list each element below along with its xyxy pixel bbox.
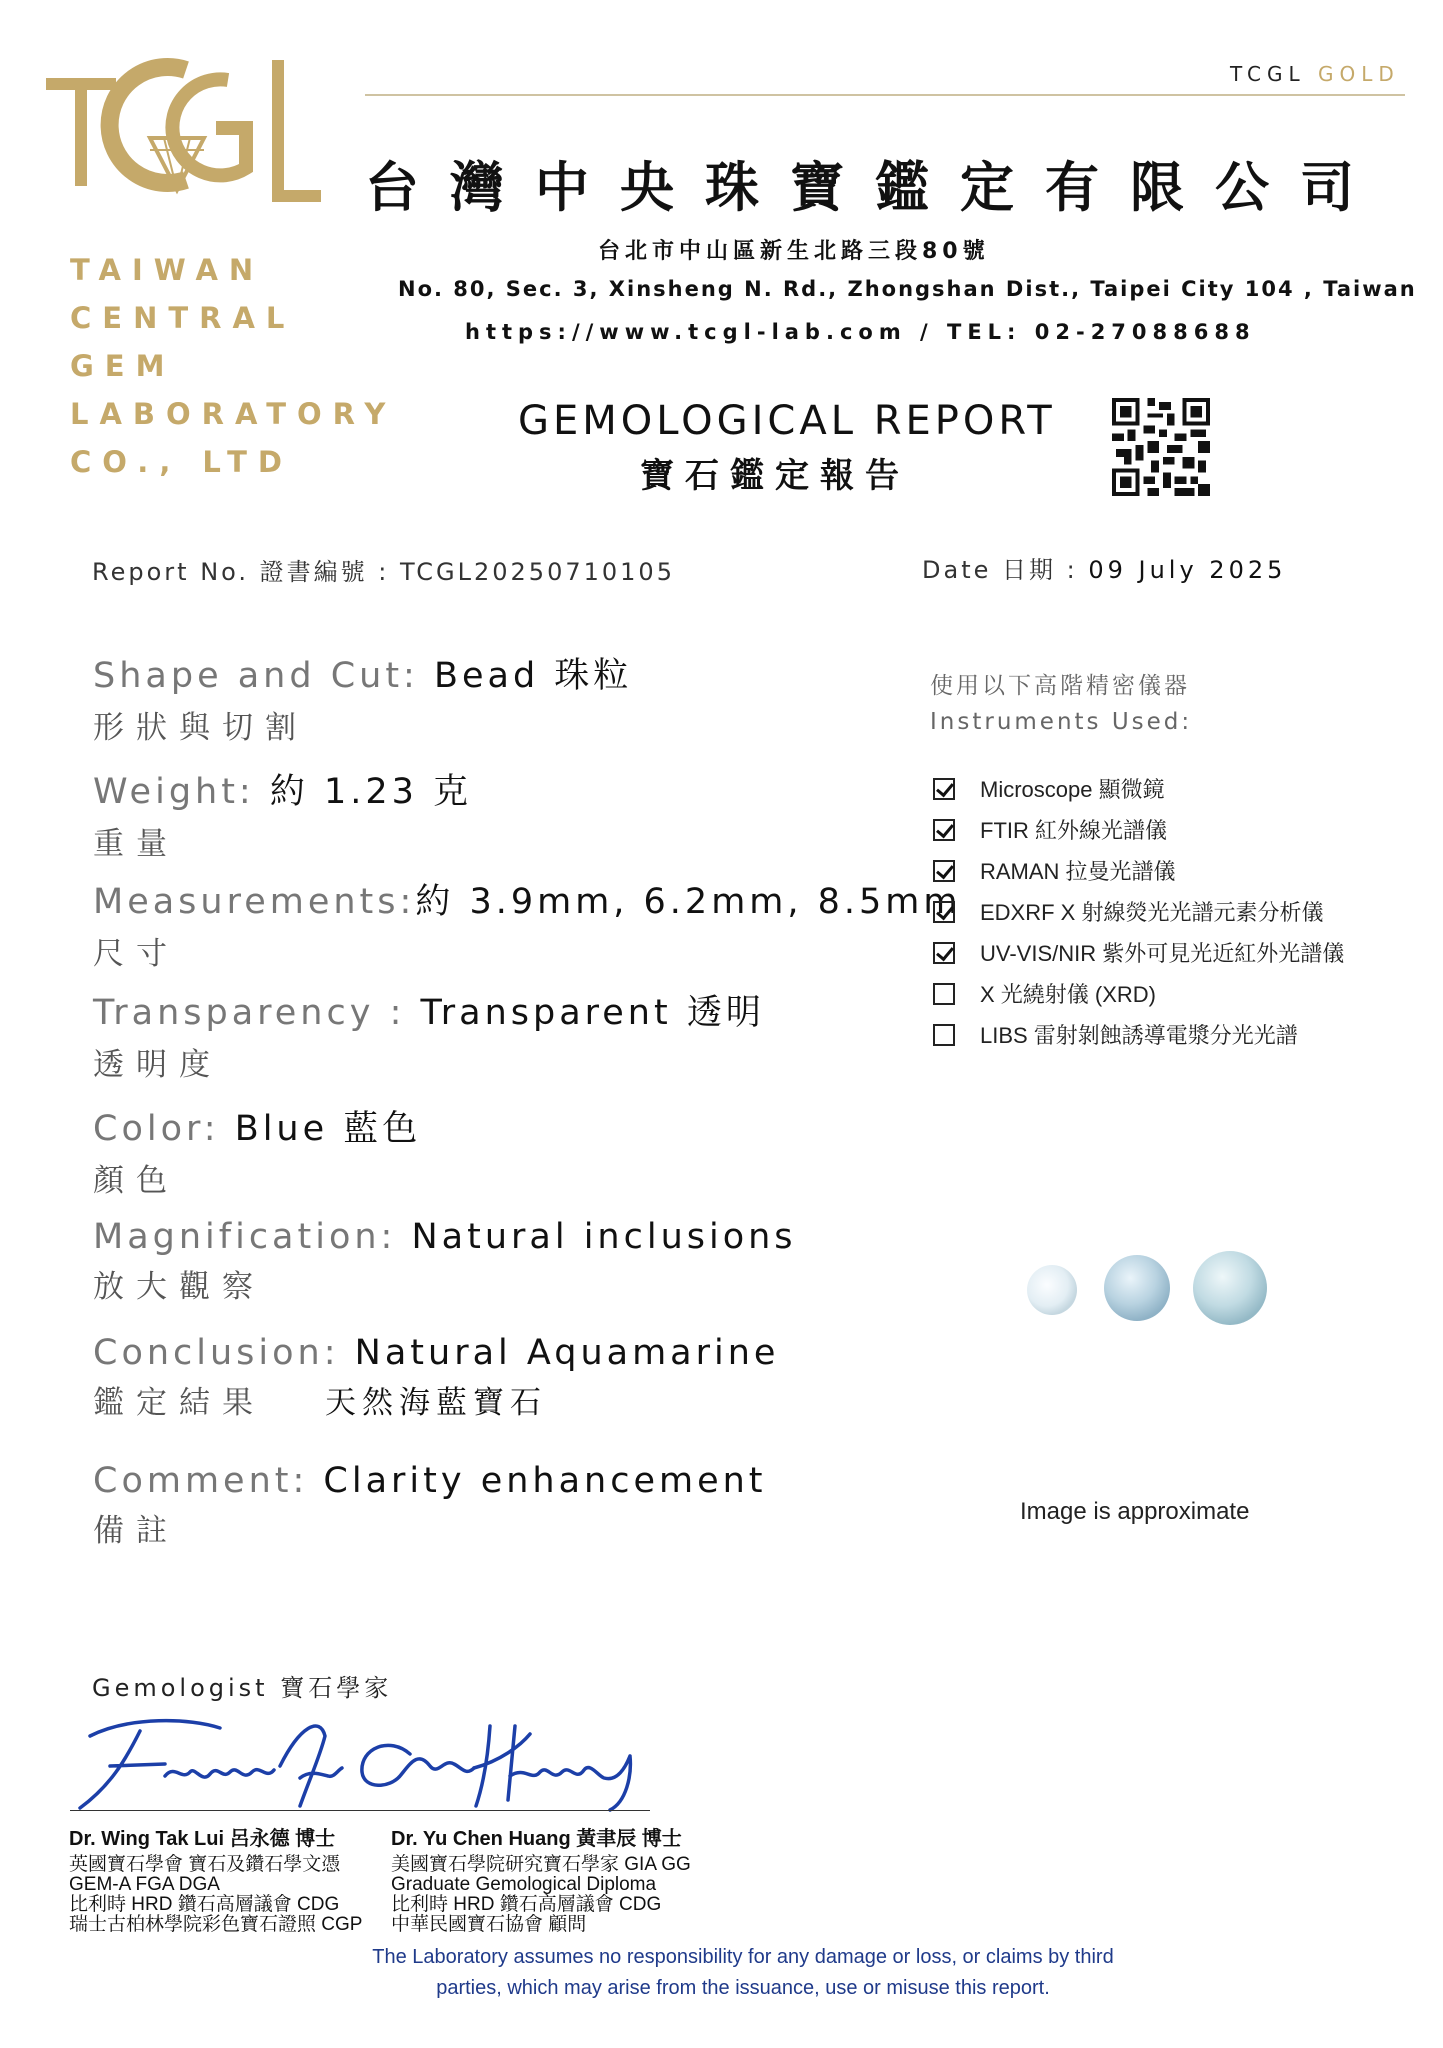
- report-title: GEMOLOGICAL REPORT: [518, 398, 1056, 444]
- checkbox-unchecked[interactable]: [933, 1024, 955, 1046]
- checkbox-checked[interactable]: [933, 819, 955, 841]
- logo-company-name: TAIWAN CENTRAL GEM LABORATORY CO., LTD: [70, 253, 397, 479]
- gemologist-2: Dr. Yu Chen Huang 黃聿辰 博士 美國寶石學院研究寶石學家 GIA GG Graduate Gemological Diploma 比利時 HRD 鑽石高層議會 CDG 中華民國寶石協會 顧問: [391, 1828, 691, 1935]
- website-phone: https://www.tcgl-lab.com / TEL: 02-27088688: [465, 320, 1256, 344]
- bead-small: [1027, 1265, 1077, 1315]
- instruments-list: [933, 768, 1344, 1055]
- address-zh: 台北市中山區新生北路三段80號: [598, 239, 990, 264]
- instrument-item: X 光繞射儀 (XRD): [933, 973, 1344, 1014]
- checkbox-checked[interactable]: [933, 778, 955, 800]
- field-conclusion: Conclusion: Natural Aquamarine 鑑定結果 天然海藍寶石: [93, 1333, 780, 1421]
- header-rule: [365, 94, 1405, 96]
- address-en: No. 80, Sec. 3, Xinsheng N. Rd., Zhongshan Dist., Taipei City 104 , Taiwan: [398, 277, 1417, 301]
- company-name: 台灣中央珠寶鑑定有限公司: [365, 156, 1385, 219]
- instrument-item: LIBS 雷射剝蝕誘導電漿分光光譜: [933, 1014, 1344, 1055]
- bead-medium: [1104, 1255, 1170, 1321]
- tcgl-logo-icon: [46, 50, 321, 220]
- image-note: Image is approximate: [1020, 1498, 1250, 1525]
- instrument-item: RAMAN 拉曼光譜儀: [933, 850, 1344, 891]
- signatures: [70, 1706, 670, 1816]
- field-measurements: Measurements:約 3.9mm, 6.2mm, 8.5mm 尺寸: [93, 882, 962, 972]
- field-weight: Weight: 約 1.23 克 重量: [93, 772, 473, 862]
- field-magnification: Magnification: Natural inclusions 放大觀察: [93, 1217, 797, 1305]
- checkbox-unchecked[interactable]: [933, 983, 955, 1005]
- report-title-zh: 寶石鑑定報告: [640, 456, 910, 496]
- bead-large: [1193, 1251, 1267, 1325]
- instrument-item: FTIR 紅外線光譜儀: [933, 809, 1344, 850]
- field-shape: Shape and Cut: Bead 珠粒 形狀與切割: [93, 656, 633, 746]
- signature-line: [70, 1810, 650, 1811]
- qr-code-icon[interactable]: [1112, 398, 1210, 496]
- instrument-item: Microscope 顯微鏡: [933, 768, 1344, 809]
- disclaimer: The Laboratory assumes no responsibility for any damage or loss, or claims by third parties, which may arise from the issuance, use or misuse this report.: [372, 1946, 1114, 1999]
- gemologist-1: Dr. Wing Tak Lui 呂永德 博士 英國寶石學會 寶石及鑽石學文憑 GEM-A FGA DGA 比利時 HRD 鑽石高層議會 CDG 瑞士古柏林學院彩色寶石證照 CGP: [69, 1828, 363, 1935]
- field-color: Color: Blue 藍色 顏色: [93, 1109, 422, 1199]
- instrument-item: EDXRF X 射線熒光光譜元素分析儀: [933, 891, 1344, 932]
- field-transparency: Transparency : Transparent 透明 透明度: [93, 993, 765, 1083]
- instrument-item: UV-VIS/NIR 紫外可見光近紅外光譜儀: [933, 932, 1344, 973]
- checkbox-checked[interactable]: [933, 901, 955, 923]
- instruments-heading: 使用以下高階精密儀器 Instruments Used:: [930, 673, 1193, 735]
- field-comment: Comment: Clarity enhancement 備註: [93, 1461, 767, 1549]
- checkbox-checked[interactable]: [933, 860, 955, 882]
- gemologist-title: Gemologist 寶石學家: [92, 1674, 393, 1702]
- gem-beads-image: [1020, 1248, 1280, 1328]
- checkbox-checked[interactable]: [933, 942, 955, 964]
- report-date: Date 日期 : 09 July 2025: [922, 556, 1287, 584]
- report-number: Report No. 證書編號 : TCGL20250710105: [92, 558, 675, 586]
- brand-tagline: TCGL GOLD: [1230, 62, 1400, 86]
